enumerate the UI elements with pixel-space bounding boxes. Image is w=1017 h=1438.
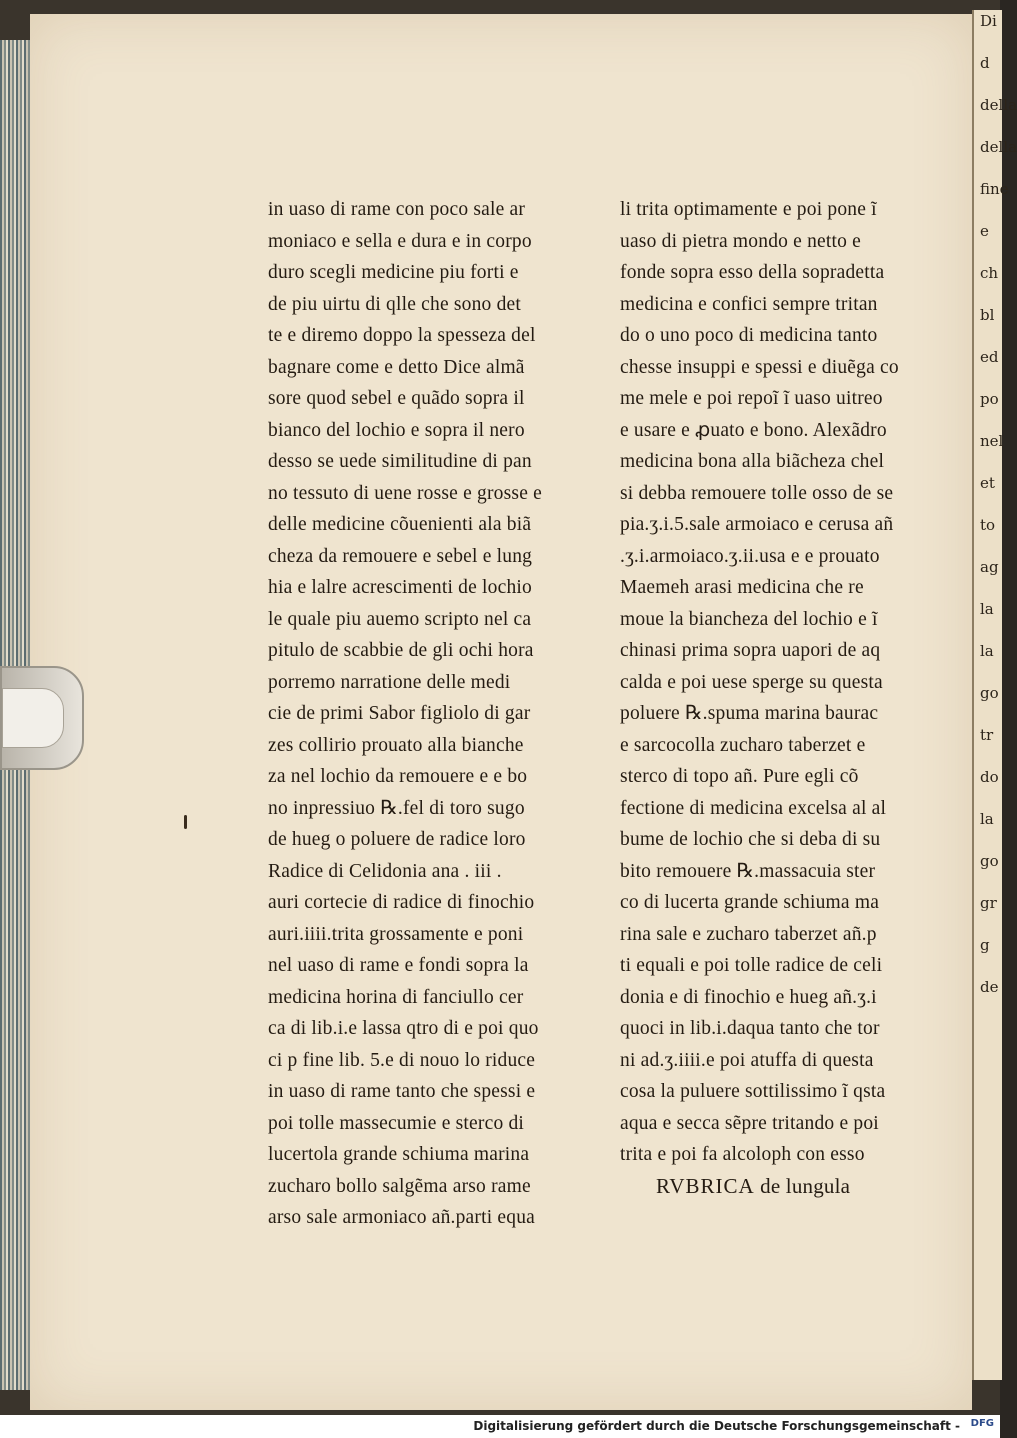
text-line: desso se uede similitudine di pan <box>268 451 532 472</box>
text-line: sore quod sebel e quãdo sopra il <box>268 388 525 409</box>
text-line: me mele e poi repoĩ ĩ uaso uitreo <box>620 388 883 409</box>
text-line: fectione di medicina excelsa al al <box>620 797 887 819</box>
text-line: fonde sopra esso della sopradetta <box>620 262 885 283</box>
text-line: bagnare come e detto Dice almã <box>268 356 525 378</box>
text-line: porremo narratione delle medi <box>268 671 511 693</box>
rubrica-rest: de lungula <box>760 1173 851 1198</box>
fragment-text: de <box>980 978 999 996</box>
right-column-lines <box>620 194 940 1171</box>
fragment-text: della <box>980 96 1017 114</box>
rubrica-heading <box>656 1171 940 1203</box>
fragment-text: po <box>980 390 999 408</box>
text-line: za nel lochio da remouere e e bo <box>268 766 528 787</box>
text-line: zucharo bollo salgẽma arso rame <box>268 1175 531 1197</box>
funding-notice: Digitalisierung gefördert durch die Deutsche Forschungsgemeinschaft - <box>473 1419 960 1433</box>
text-line: de hueg o poluere de radice loro <box>268 829 526 850</box>
text-line: li trita optimamente e poi pone ĩ <box>620 199 877 220</box>
text-line: bume de lochio che si deba di su <box>620 829 881 850</box>
text-line: medicina horina di fanciullo cer <box>268 986 524 1008</box>
text-line: do o uno poco di medicina tanto <box>620 325 878 346</box>
text-line: ti equali e poi tolle radice de celi <box>620 955 883 976</box>
text-line: no tessuto di uene rosse e grosse e <box>268 482 542 504</box>
fragment-text: et <box>980 474 995 492</box>
text-line: lucertola grande schiuma marina <box>268 1144 530 1165</box>
left-text-column <box>268 194 588 1234</box>
text-line: ci p fine lib. 5.e di nouo lo riduce <box>268 1049 536 1071</box>
fragment-text: go <box>980 852 999 870</box>
text-line: cie de primi Sabor figliolo di gar <box>268 703 531 724</box>
text-line: de piu uirtu di qlle che sono det <box>268 293 522 315</box>
fragment-text: ch <box>980 264 999 282</box>
text-line: si debba remouere tolle osso de se <box>620 482 894 504</box>
text-line: calda e poi uese sperge su questa <box>620 671 883 693</box>
text-line: zes collirio prouato alla bianche <box>268 734 524 756</box>
text-line: ni ad.ʒ.iiii.e poi atuffa di questa <box>620 1049 874 1071</box>
text-line: bito remouere ℞.massacuia ster <box>620 860 876 882</box>
text-line: moniaco e sella e dura e in corpo <box>268 230 532 252</box>
text-line: aqua e secca sẽpre tritando e poi <box>620 1112 879 1134</box>
text-line: .ʒ.i.armoiaco.ʒ.ii.usa e e prouato <box>620 545 880 567</box>
text-line: medicina bona alla biãcheza chel <box>620 451 885 472</box>
text-line: co di lucerta grande schiuma ma <box>620 892 880 913</box>
fragment-text: gr <box>980 894 997 912</box>
text-line: poluere ℞.spuma marina baurac <box>620 703 879 724</box>
adjacent-page-fragment <box>972 10 1017 1380</box>
fragment-text: go <box>980 684 999 702</box>
fragment-text: tr <box>980 726 994 744</box>
fragment-text: la <box>980 642 994 660</box>
fragment-text: do <box>980 768 999 786</box>
fragment-text: nel <box>980 432 1004 450</box>
fragment-text: ed <box>980 348 999 366</box>
fragment-text: la <box>980 600 994 618</box>
text-line: e usare e ꝓuato e bono. Alexãdro <box>620 419 887 441</box>
fragment-text: e <box>980 222 989 240</box>
page-clip <box>0 666 84 770</box>
text-line: cosa la puluere sottilissimo ĩ qsta <box>620 1081 886 1102</box>
right-text-column <box>620 194 940 1202</box>
dfg-logo: DFG <box>970 1418 994 1429</box>
text-line: poi tolle massecumie e sterco di <box>268 1112 525 1134</box>
text-line: hia e lalre acrescimenti de lochio <box>268 577 532 598</box>
text-line: in uaso di rame tanto che spessi e <box>268 1081 536 1102</box>
text-line: auri cortecie di radice di finochio <box>268 892 535 913</box>
fragment-text: bl <box>980 306 995 324</box>
text-line: Radice di Celidonia ana . iii . <box>268 860 502 882</box>
rubrica-caps: RVBRICA <box>656 1173 755 1198</box>
text-line: pia.ʒ.i.5.sale armoiaco e cerusa añ <box>620 514 894 535</box>
text-line: te e diremo doppo la spesseza del <box>268 325 536 346</box>
text-line: moue la biancheza del lochio e ĩ <box>620 608 878 630</box>
text-line: duro scegli medicine piu forti e <box>268 262 519 283</box>
text-line: Maemeh arasi medicina che re <box>620 577 864 598</box>
fragment-text: della <box>980 138 1017 156</box>
text-line: no inpressiuo ℞.fel di toro sugo <box>268 797 525 819</box>
text-line: arso sale armoniaco añ.parti equa <box>268 1207 536 1228</box>
text-line: medicina e confici sempre tritan <box>620 293 878 315</box>
fragment-text: Di <box>980 12 997 30</box>
fragment-text: la <box>980 810 994 828</box>
text-line: quoci in lib.i.daqua tanto che tor <box>620 1018 880 1039</box>
text-line: bianco del lochio e sopra il nero <box>268 419 525 441</box>
footer-bar <box>0 1415 1000 1438</box>
text-line: pitulo de scabbie de gli ochi hora <box>268 640 534 661</box>
text-line: trita e poi fa alcoloph con esso <box>620 1144 865 1165</box>
text-line: in uaso di rame con poco sale ar <box>268 199 526 220</box>
text-line: delle medicine cõuenienti ala biã <box>268 514 532 535</box>
fragment-text: ag <box>980 558 999 576</box>
text-line: sterco di topo añ. Pure egli cõ <box>620 766 859 787</box>
text-line: auri.iiii.trita grossamente e poni <box>268 923 524 945</box>
page-clip-inner <box>2 688 64 748</box>
text-line: chinasi prima sopra uapori de aq <box>620 640 881 661</box>
fragment-text: to <box>980 516 996 534</box>
text-line: e sarcocolla zucharo taberzet e <box>620 734 866 756</box>
text-line: uaso di pietra mondo e netto e <box>620 230 862 252</box>
text-line: le quale piu auemo scripto nel ca <box>268 608 532 630</box>
text-line: donia e di finochio e hueg añ.ʒ.i <box>620 986 877 1008</box>
fragment-text: g <box>980 936 990 954</box>
text-line: cheza da remouere e sebel e lung <box>268 545 533 567</box>
text-line: ca di lib.i.e lassa qtro di e poi quo <box>268 1018 539 1039</box>
text-line: nel uaso di rame e fondi sopra la <box>268 955 529 976</box>
fragment-text: d <box>980 54 990 72</box>
text-line: chesse insuppi e spessi e diuẽga co <box>620 356 899 378</box>
text-line: rina sale e zucharo taberzet añ.p <box>620 923 877 945</box>
ink-mark <box>184 815 187 829</box>
fragment-text: fine <box>980 180 1009 198</box>
